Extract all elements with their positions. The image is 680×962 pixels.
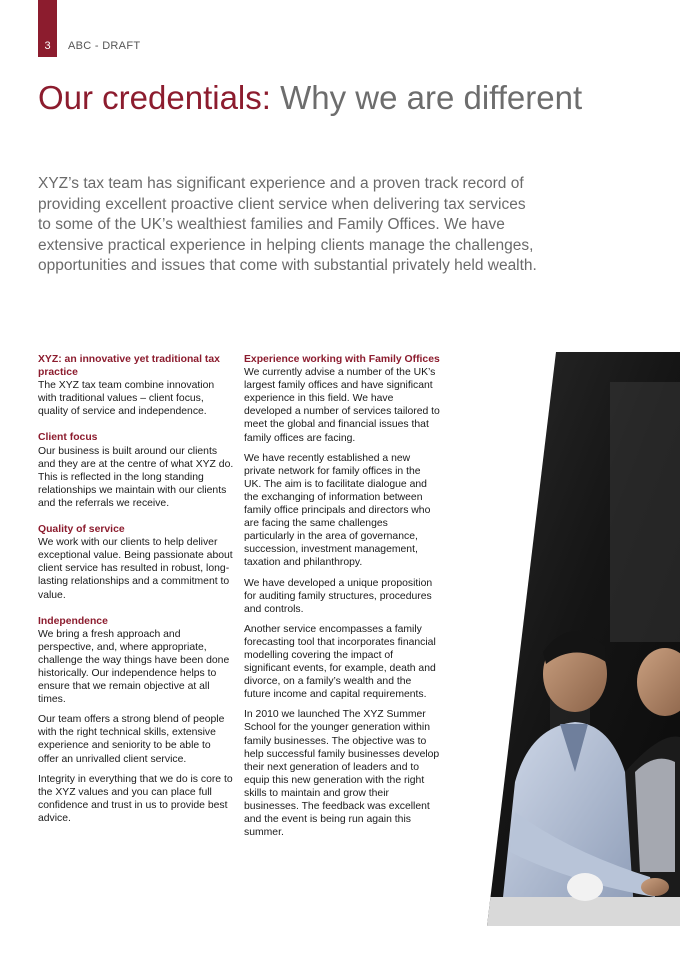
section-client-focus [38, 431, 234, 510]
page-title [38, 78, 582, 118]
section-heading: XYZ: an innovative yet traditional tax practice [38, 354, 220, 379]
section-heading: Quality of service [38, 524, 125, 536]
section-heading: Independence [38, 615, 108, 627]
section-innovative [38, 353, 234, 418]
intro-paragraph: XYZ’s tax team has significant experience and a proven track record of providing excellent proactive client service when delivering tax services to some of the UK’s wealthiest families and Family Offices. We have extensive practical experience in helping clients manage the challenges, opportunities and issues that come with substantial privately held wealth. [38, 175, 537, 274]
title-rest: Why we are different [270, 79, 583, 116]
section-text: Integrity in everything that we do is core to the XYZ values and you can place full confidence and trust in us to provide best advice. [38, 773, 233, 824]
section-text: We bring a fresh approach and perspective, and, where appropriate, challenge the way things have been done historically. Our independence helps to ensure that we remain objective at all times. [38, 628, 230, 706]
section-text: The XYZ tax team combine innovation with traditional values – client focus, quality of service and independence. [38, 380, 215, 418]
section-text: In 2010 we launched The XYZ Summer School for the younger generation within family businesses. The objective was to help successful family businesses develop their next generation of leaders and to equip this new generation with the right skills to maintain and grow their businesses. The feedback was excellent and the event is being run again this summer. [244, 709, 440, 839]
section-heading: Experience working with Family Offices [244, 354, 440, 365]
header-label: ABC - DRAFT [68, 40, 141, 52]
section-text: We have recently established a new private network for family offices in the UK. The aim is to facilitate dialogue and the exchanging of information between family office principals and directors who are facing the same challenges particularly in the area of governance, succession, investment management, taxation and philanthropy. [244, 452, 431, 569]
section-text: We have developed a unique proposition for auditing family structures, procedures and controls. [244, 577, 433, 615]
office-photo [460, 352, 680, 926]
left-column [38, 353, 234, 838]
section-quality [38, 523, 234, 602]
section-text: We work with our clients to help deliver exceptional value. Being passionate about client service has resulted in robust, long-lasting relationships and a commitment to value. [38, 537, 233, 601]
section-independence [38, 615, 234, 825]
section-text: Our team offers a strong blend of people with the right technical skills, extensive experience and seniority to be able to offer an unrivalled client service. [38, 714, 225, 765]
page-number: 3 [44, 40, 51, 52]
title-accent: Our credentials: [38, 79, 271, 116]
section-text: We currently advise a number of the UK’s largest family offices and have significant experience in this field. We have developed a number of services tailored to meet the global and financial issues that family offices are facing. [244, 367, 440, 444]
middle-column [244, 353, 440, 846]
section-text: Another service encompasses a family forecasting tool that incorporates financial modelling covering the impact of significant events, for example, death and divorce, on a family’s wealth and the future income and capital requirements. [244, 623, 436, 701]
section-text: Our business is built around our clients and they are at the centre of what XYZ do. This is reflected in the long standing relationships we maintain with our clients and the referrals we receive. [38, 445, 234, 509]
section-heading: Client focus [38, 432, 98, 444]
